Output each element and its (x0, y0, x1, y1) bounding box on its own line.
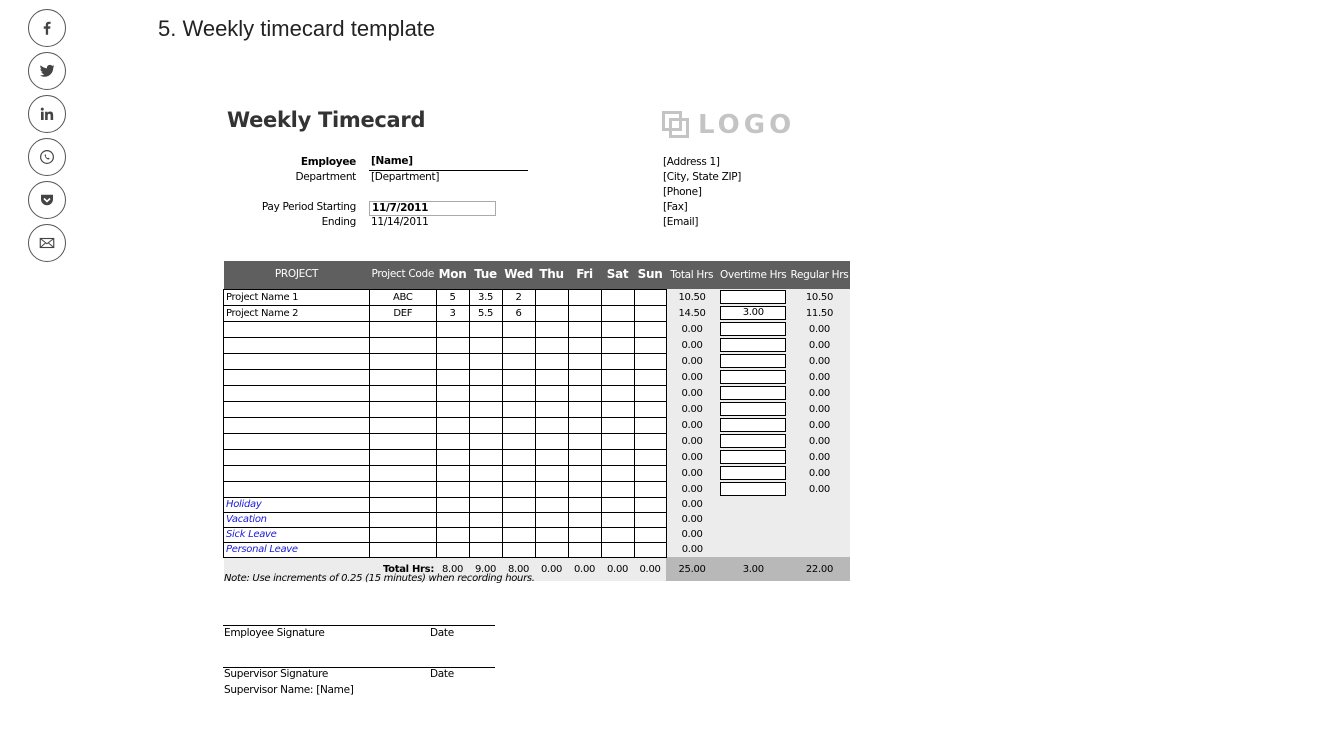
day-cell[interactable] (469, 527, 502, 542)
day-cell[interactable] (601, 369, 634, 385)
day-cell[interactable] (568, 369, 601, 385)
day-cell[interactable] (601, 289, 634, 305)
overtime-cell[interactable] (718, 465, 788, 481)
day-cell[interactable] (601, 542, 634, 557)
day-cell[interactable] (601, 512, 634, 527)
column-header: Tue (469, 261, 502, 289)
overtime-value[interactable] (720, 418, 786, 432)
day-cell[interactable] (568, 385, 601, 401)
overtime-value[interactable] (720, 290, 786, 304)
overtime-cell[interactable] (718, 337, 788, 353)
project-cell[interactable]: Project Name 1 (224, 289, 370, 305)
table-row (224, 401, 851, 417)
regular-cell: 0.00 (788, 433, 850, 449)
day-cell[interactable] (568, 542, 601, 557)
total-cell: 0.00 (666, 353, 718, 369)
table-row (224, 481, 851, 497)
facebook-icon (38, 19, 56, 37)
day-cell[interactable] (535, 385, 568, 401)
column-header: Overtime Hrs (718, 261, 788, 289)
total-cell: 0.00 (666, 385, 718, 401)
table-row (224, 337, 851, 353)
overtime-value[interactable] (720, 370, 786, 384)
day-cell[interactable] (634, 497, 666, 512)
day-cell[interactable] (535, 449, 568, 465)
column-header: Wed (502, 261, 535, 289)
day-cell[interactable]: 3 (436, 305, 469, 321)
day-cell[interactable] (634, 527, 666, 542)
day-cell[interactable] (634, 417, 666, 433)
day-total: 9.00 (469, 557, 502, 581)
column-header: Mon (436, 261, 469, 289)
project-cell[interactable] (224, 465, 370, 481)
total-cell: 0.00 (666, 369, 718, 385)
table-header (224, 261, 851, 289)
day-cell[interactable] (535, 321, 568, 337)
table-row (224, 353, 851, 369)
overtime-cell[interactable] (718, 289, 788, 305)
regular-cell (788, 497, 850, 512)
code-cell[interactable]: ABC (370, 289, 437, 305)
day-cell[interactable] (436, 465, 469, 481)
table-row (224, 289, 851, 305)
day-cell[interactable] (634, 481, 666, 497)
regular-cell: 0.00 (788, 369, 850, 385)
regular-cell: 0.00 (788, 401, 850, 417)
overtime-cell (718, 512, 788, 527)
regular-cell (788, 527, 850, 542)
day-total: 8.00 (436, 557, 469, 581)
overtime-cell[interactable] (718, 369, 788, 385)
column-header: Total Hrs (666, 261, 718, 289)
day-cell[interactable] (535, 542, 568, 557)
employee-date-label: Date (430, 627, 454, 639)
day-cell[interactable] (634, 289, 666, 305)
code-cell[interactable] (370, 542, 437, 557)
overtime-value[interactable] (720, 466, 786, 480)
code-cell[interactable]: DEF (370, 305, 437, 321)
day-cell[interactable] (502, 321, 535, 337)
share-twitter-button[interactable] (28, 52, 66, 90)
table-row (224, 321, 851, 337)
day-cell[interactable] (469, 542, 502, 557)
day-cell[interactable] (535, 417, 568, 433)
total-cell: 0.00 (666, 512, 718, 527)
column-header: Sat (601, 261, 634, 289)
overtime-cell[interactable] (718, 481, 788, 497)
day-cell[interactable] (568, 481, 601, 497)
twitter-icon (38, 62, 56, 80)
overtime-cell (718, 527, 788, 542)
timecard-title: Weekly Timecard (227, 108, 426, 132)
day-cell[interactable] (568, 465, 601, 481)
day-cell[interactable] (469, 512, 502, 527)
overtime-value[interactable] (720, 450, 786, 464)
day-cell[interactable] (436, 542, 469, 557)
address-line: [Email] (663, 216, 699, 228)
day-cell[interactable] (502, 417, 535, 433)
address-line: [City, State ZIP] (663, 171, 742, 183)
day-cell[interactable] (634, 321, 666, 337)
supervisor-signature-label: Supervisor Signature (224, 668, 329, 680)
day-cell[interactable] (634, 465, 666, 481)
leave-type-cell: Personal Leave (224, 542, 370, 557)
logo-text: LOGO (698, 110, 796, 140)
day-cell[interactable] (568, 433, 601, 449)
column-header: PROJECT (224, 261, 370, 289)
total-cell: 0.00 (666, 401, 718, 417)
overtime-cell[interactable] (718, 401, 788, 417)
total-cell: 0.00 (666, 449, 718, 465)
leave-type-cell: Sick Leave (224, 527, 370, 542)
day-cell[interactable] (568, 321, 601, 337)
code-cell[interactable] (370, 449, 437, 465)
day-cell[interactable] (535, 305, 568, 321)
table-row (224, 417, 851, 433)
code-cell[interactable] (370, 385, 437, 401)
project-cell[interactable] (224, 449, 370, 465)
overtime-cell (718, 542, 788, 557)
day-cell[interactable] (469, 449, 502, 465)
day-cell[interactable] (469, 401, 502, 417)
email-icon (38, 234, 56, 252)
total-cell: 0.00 (666, 481, 718, 497)
project-cell[interactable] (224, 369, 370, 385)
overtime-value[interactable] (720, 434, 786, 448)
overtime-value[interactable] (720, 482, 786, 496)
timecard-table (223, 261, 851, 581)
address-line: [Phone] (663, 186, 702, 198)
overtime-cell[interactable] (718, 305, 788, 321)
day-cell[interactable] (535, 401, 568, 417)
leave-type-cell: Vacation (224, 512, 370, 527)
grand-total: 25.00 (666, 557, 718, 581)
code-cell[interactable] (370, 527, 437, 542)
regular-cell: 0.00 (788, 465, 850, 481)
day-cell[interactable] (601, 385, 634, 401)
table-row (224, 369, 851, 385)
day-cell[interactable] (601, 497, 634, 512)
day-cell[interactable] (469, 481, 502, 497)
day-total: 0.00 (568, 557, 601, 581)
code-cell[interactable] (370, 497, 437, 512)
total-cell: 10.50 (666, 289, 718, 305)
day-cell[interactable] (469, 337, 502, 353)
day-cell[interactable] (535, 512, 568, 527)
column-header: Regular Hrs (788, 261, 850, 289)
overtime-cell[interactable] (718, 417, 788, 433)
day-cell[interactable] (469, 385, 502, 401)
total-cell: 0.00 (666, 433, 718, 449)
leave-row (224, 497, 851, 512)
day-cell[interactable] (469, 353, 502, 369)
total-cell: 0.00 (666, 321, 718, 337)
code-cell[interactable] (370, 465, 437, 481)
supervisor-date-label: Date (430, 668, 454, 680)
regular-total: 22.00 (788, 557, 850, 581)
column-header: Thu (535, 261, 568, 289)
share-whatsapp-button[interactable] (28, 138, 66, 176)
logo (662, 110, 795, 140)
day-cell[interactable] (436, 449, 469, 465)
day-cell[interactable] (436, 353, 469, 369)
day-cell[interactable] (436, 527, 469, 542)
code-cell[interactable] (370, 417, 437, 433)
table-row (224, 305, 851, 321)
day-cell[interactable] (436, 369, 469, 385)
ending-value: 11/14/2011 (371, 216, 429, 228)
regular-cell: 0.00 (788, 385, 850, 401)
day-cell[interactable] (469, 321, 502, 337)
day-cell[interactable] (535, 369, 568, 385)
day-cell[interactable] (601, 465, 634, 481)
day-cell[interactable] (502, 465, 535, 481)
whatsapp-icon (38, 148, 56, 166)
department-value[interactable]: [Department] (371, 171, 440, 183)
share-pocket-button[interactable] (28, 181, 66, 219)
day-cell[interactable] (469, 433, 502, 449)
overtime-value[interactable]: 3.00 (720, 306, 786, 320)
day-cell[interactable] (535, 433, 568, 449)
day-cell[interactable] (436, 512, 469, 527)
day-cell[interactable] (568, 527, 601, 542)
day-cell[interactable] (634, 385, 666, 401)
day-cell[interactable] (634, 433, 666, 449)
day-cell[interactable] (502, 401, 535, 417)
code-cell[interactable] (370, 481, 437, 497)
day-cell[interactable] (436, 337, 469, 353)
day-cell[interactable] (601, 353, 634, 369)
project-cell[interactable] (224, 433, 370, 449)
project-cell[interactable]: Project Name 2 (224, 305, 370, 321)
day-cell[interactable] (535, 527, 568, 542)
day-cell[interactable] (634, 337, 666, 353)
regular-cell: 0.00 (788, 321, 850, 337)
logo-icon (662, 111, 690, 139)
day-cell[interactable]: 6 (502, 305, 535, 321)
day-total: 8.00 (502, 557, 535, 581)
total-cell: 0.00 (666, 417, 718, 433)
day-cell[interactable] (601, 527, 634, 542)
share-linkedin-button[interactable] (28, 95, 66, 133)
day-cell[interactable]: 5.5 (469, 305, 502, 321)
overtime-value[interactable] (720, 354, 786, 368)
day-cell[interactable] (568, 417, 601, 433)
regular-cell: 11.50 (788, 305, 850, 321)
total-cell: 14.50 (666, 305, 718, 321)
employee-value[interactable]: [Name] (371, 155, 413, 167)
day-cell[interactable] (436, 385, 469, 401)
project-cell[interactable] (224, 481, 370, 497)
regular-cell: 10.50 (788, 289, 850, 305)
day-cell[interactable]: 2 (502, 289, 535, 305)
overtime-total: 3.00 (718, 557, 788, 581)
day-cell[interactable] (601, 433, 634, 449)
code-cell[interactable] (370, 512, 437, 527)
day-cell[interactable] (601, 337, 634, 353)
code-cell[interactable] (370, 369, 437, 385)
day-cell[interactable] (535, 337, 568, 353)
day-cell[interactable] (535, 289, 568, 305)
pay-start-input[interactable]: 11/7/2011 (369, 201, 496, 216)
day-cell[interactable] (601, 321, 634, 337)
day-cell[interactable] (535, 481, 568, 497)
overtime-cell (718, 497, 788, 512)
section-heading: 5. Weekly timecard template (158, 16, 436, 41)
day-cell[interactable] (601, 401, 634, 417)
day-cell[interactable] (436, 433, 469, 449)
day-cell[interactable] (601, 417, 634, 433)
table-row (224, 465, 851, 481)
day-cell[interactable] (502, 369, 535, 385)
employee-label: Employee (300, 156, 356, 168)
day-cell[interactable] (634, 512, 666, 527)
leave-type-cell: Holiday (224, 497, 370, 512)
code-cell[interactable] (370, 337, 437, 353)
project-cell[interactable] (224, 321, 370, 337)
day-cell[interactable] (469, 369, 502, 385)
regular-cell: 0.00 (788, 337, 850, 353)
total-cell: 0.00 (666, 337, 718, 353)
code-cell[interactable] (370, 353, 437, 369)
overtime-value[interactable] (720, 338, 786, 352)
regular-cell: 0.00 (788, 481, 850, 497)
project-cell[interactable] (224, 401, 370, 417)
total-cell: 0.00 (666, 527, 718, 542)
day-cell[interactable]: 3.5 (469, 289, 502, 305)
table-row (224, 449, 851, 465)
project-cell[interactable] (224, 353, 370, 369)
project-cell[interactable] (224, 337, 370, 353)
day-total: 0.00 (535, 557, 568, 581)
overtime-value[interactable] (720, 402, 786, 416)
day-cell[interactable] (502, 433, 535, 449)
overtime-cell[interactable] (718, 385, 788, 401)
day-cell[interactable] (502, 512, 535, 527)
day-cell[interactable] (601, 305, 634, 321)
day-cell[interactable] (502, 527, 535, 542)
regular-cell: 0.00 (788, 353, 850, 369)
code-cell[interactable] (370, 401, 437, 417)
day-cell[interactable] (634, 305, 666, 321)
table-row (224, 385, 851, 401)
day-cell[interactable]: 5 (436, 289, 469, 305)
code-cell[interactable] (370, 433, 437, 449)
totals-label: Total Hrs: (224, 557, 437, 581)
linkedin-icon (38, 105, 56, 123)
day-cell[interactable] (568, 305, 601, 321)
total-cell: 0.00 (666, 542, 718, 557)
day-cell[interactable] (502, 337, 535, 353)
project-cell[interactable] (224, 385, 370, 401)
day-cell[interactable] (502, 542, 535, 557)
day-cell[interactable] (634, 542, 666, 557)
day-cell[interactable] (568, 401, 601, 417)
day-cell[interactable] (436, 417, 469, 433)
leave-row (224, 542, 851, 557)
total-cell: 0.00 (666, 497, 718, 512)
day-cell[interactable] (436, 401, 469, 417)
regular-cell: 0.00 (788, 417, 850, 433)
address-line: [Address 1] (663, 156, 720, 168)
overtime-cell[interactable] (718, 433, 788, 449)
day-cell[interactable] (568, 353, 601, 369)
share-email-button[interactable] (28, 224, 66, 262)
regular-cell (788, 512, 850, 527)
day-cell[interactable] (535, 353, 568, 369)
overtime-cell[interactable] (718, 321, 788, 337)
day-cell[interactable] (502, 385, 535, 401)
day-cell[interactable] (601, 449, 634, 465)
day-cell[interactable] (535, 465, 568, 481)
day-cell[interactable] (469, 417, 502, 433)
day-cell[interactable] (436, 497, 469, 512)
day-cell[interactable] (634, 401, 666, 417)
day-cell[interactable] (568, 497, 601, 512)
column-header: Sun (634, 261, 666, 289)
day-cell[interactable] (535, 497, 568, 512)
day-cell[interactable] (601, 481, 634, 497)
day-cell[interactable] (436, 321, 469, 337)
supervisor-name: Supervisor Name: [Name] (224, 684, 354, 696)
day-cell[interactable] (568, 512, 601, 527)
day-cell[interactable] (568, 337, 601, 353)
share-facebook-button[interactable] (28, 9, 66, 47)
table-row (224, 433, 851, 449)
note: Note: Use increments of 0.25 (15 minutes) when recording hours. (224, 573, 535, 584)
employee-signature-label: Employee Signature (224, 627, 325, 639)
day-cell[interactable] (502, 497, 535, 512)
pay-start-label: Pay Period Starting (261, 201, 356, 213)
day-cell[interactable] (502, 481, 535, 497)
code-cell[interactable] (370, 321, 437, 337)
overtime-value[interactable] (720, 322, 786, 336)
address-line: [Fax] (663, 201, 688, 213)
leave-row (224, 512, 851, 527)
pocket-icon (38, 191, 56, 209)
day-cell[interactable] (436, 481, 469, 497)
project-cell[interactable] (224, 417, 370, 433)
day-cell[interactable] (502, 449, 535, 465)
day-cell[interactable] (469, 465, 502, 481)
column-header: Fri (568, 261, 601, 289)
column-header: Project Code (370, 261, 437, 289)
regular-cell: 0.00 (788, 449, 850, 465)
total-cell: 0.00 (666, 465, 718, 481)
ending-label: Ending (321, 216, 356, 228)
day-total: 0.00 (601, 557, 634, 581)
department-label: Department (295, 171, 356, 183)
day-cell[interactable] (634, 449, 666, 465)
overtime-cell[interactable] (718, 449, 788, 465)
day-cell[interactable] (634, 369, 666, 385)
day-cell[interactable] (634, 353, 666, 369)
day-cell[interactable] (568, 289, 601, 305)
day-total: 0.00 (634, 557, 666, 581)
overtime-cell[interactable] (718, 353, 788, 369)
regular-cell (788, 542, 850, 557)
day-cell[interactable] (568, 449, 601, 465)
leave-row (224, 527, 851, 542)
day-cell[interactable] (469, 497, 502, 512)
day-cell[interactable] (502, 353, 535, 369)
overtime-value[interactable] (720, 386, 786, 400)
